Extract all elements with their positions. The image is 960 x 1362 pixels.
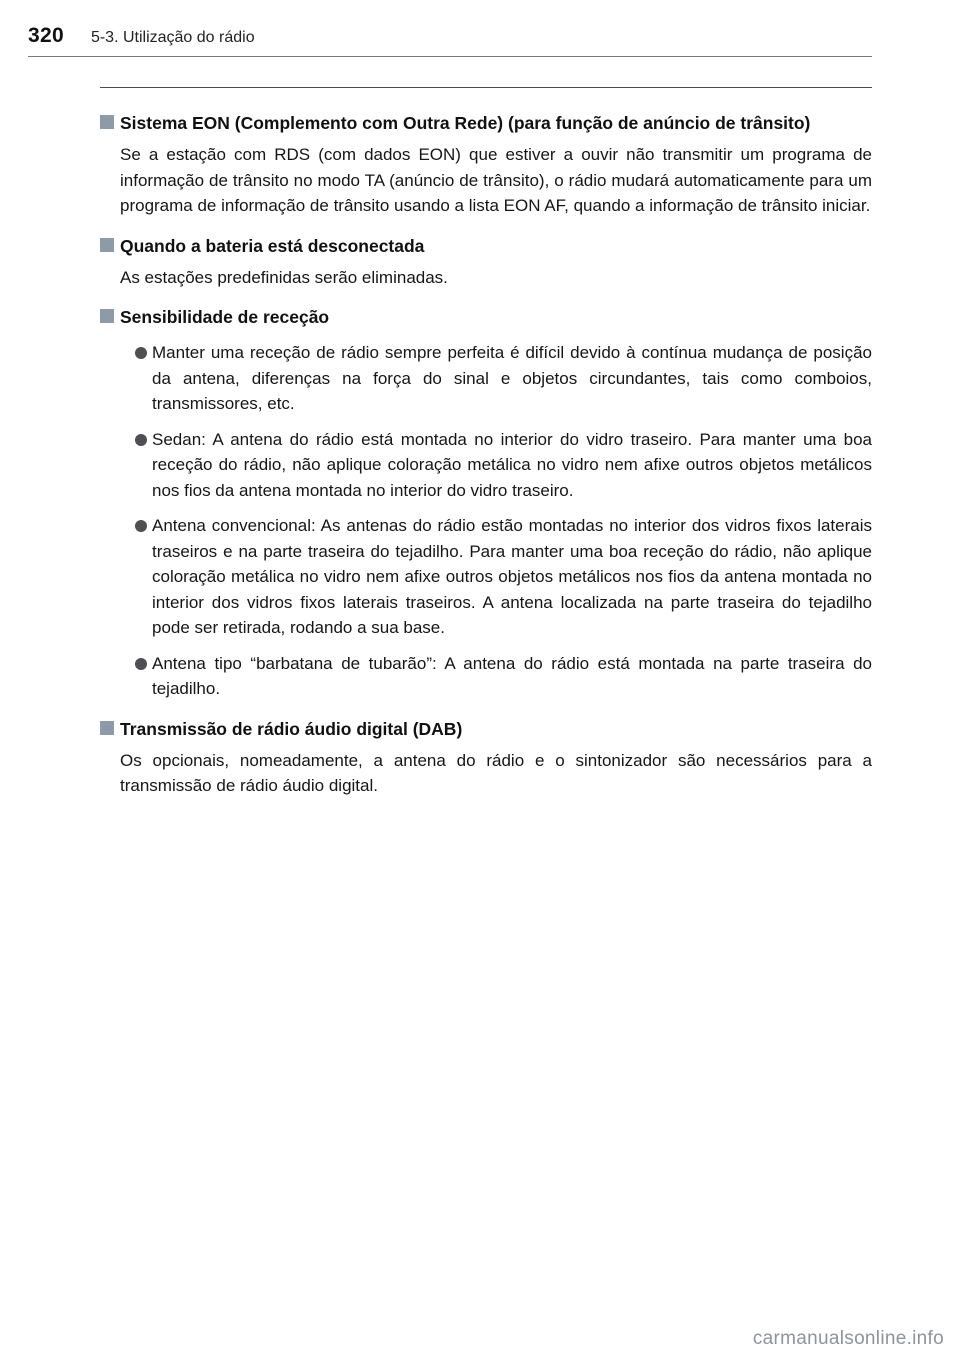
- square-bullet-icon: [100, 721, 114, 735]
- bullet-text: Sedan: A antena do rádio está montada no interior do vidro traseiro. Para manter uma boa receção do rádio, não aplique coloração metálica no vidro nem afixe outros objetos metálicos nos fios da antena montada no interior do vidro traseiro.: [152, 429, 872, 500]
- section-title-row: [100, 716, 872, 742]
- paragraph: Se a estação com RDS (com dados EON) que estiver a ouvir não transmitir um programa de informação de trânsito no modo TA (anúncio de trânsito), o rádio mudará automaticamente para um programa de informação de trânsito usando a lista EON AF, quando a informação de trânsito iniciar.: [120, 145, 872, 215]
- section-title: Quando a bateria está desconectada: [120, 235, 425, 256]
- section-title: Transmissão de rádio áudio digital (DAB): [120, 718, 463, 739]
- bullet-text: Antena convencional: As antenas do rádio estão montadas no interior dos vidros fixos laterais traseiros e na parte traseira do tejadilho. Para manter uma boa receção do rádio, não aplique coloração metálica no vidro nem afixe outros objetos metálicos nos fios da antena montada no interior dos vidros fixos laterais traseiros. A antena localizada na parte traseira do tejadilho pode ser retirada, rodando a sua base.: [152, 516, 872, 637]
- section-1: [100, 110, 872, 219]
- section-3: [100, 304, 872, 702]
- circle-bullet-icon: [135, 347, 147, 359]
- bullet-text: Antena tipo “barbatana de tubarão”: A antena do rádio está montada na parte traseira do tejadilho.: [152, 653, 872, 698]
- section-title: Sensibilidade de receção: [120, 307, 330, 327]
- bullet-item: [135, 427, 872, 504]
- page-number: 320: [28, 24, 64, 47]
- paragraph: As estações predefinidas serão eliminadas.: [120, 267, 448, 287]
- circle-bullet-icon: [135, 520, 147, 532]
- bullet-item: [135, 340, 872, 417]
- paragraph: Os opcionais, nomeadamente, a antena do rádio e o sintonizador são necessários para a transmissão de rádio áudio digital.: [120, 750, 872, 795]
- section-title-row: [100, 304, 872, 330]
- section-4: [100, 716, 872, 799]
- bullet-text: Manter uma receção de rádio sempre perfeita é difícil devido à contínua mudança de posição da antena, diferenças na força do sinal e objetos circundantes, tais como comboios, transmissores, etc.: [152, 343, 872, 413]
- section-title-row: [100, 110, 872, 136]
- bullet-item: [135, 513, 872, 641]
- chapter-title: 5-3. Utilização do rádio: [90, 29, 255, 46]
- section-title: Sistema EON (Complemento com Outra Rede) (para função de anúncio de trânsito): [120, 113, 811, 133]
- square-bullet-icon: [100, 309, 114, 323]
- square-bullet-icon: [100, 238, 114, 252]
- square-bullet-icon: [100, 115, 114, 129]
- section-2: [100, 233, 872, 291]
- content: [100, 88, 872, 799]
- page-header: [28, 24, 960, 48]
- bullet-item: [135, 651, 872, 702]
- circle-bullet-icon: [135, 434, 147, 446]
- watermark: carmanualsonline.info: [752, 1328, 944, 1349]
- header-divider: [28, 56, 872, 57]
- circle-bullet-icon: [135, 658, 147, 670]
- section-title-row: [100, 233, 872, 259]
